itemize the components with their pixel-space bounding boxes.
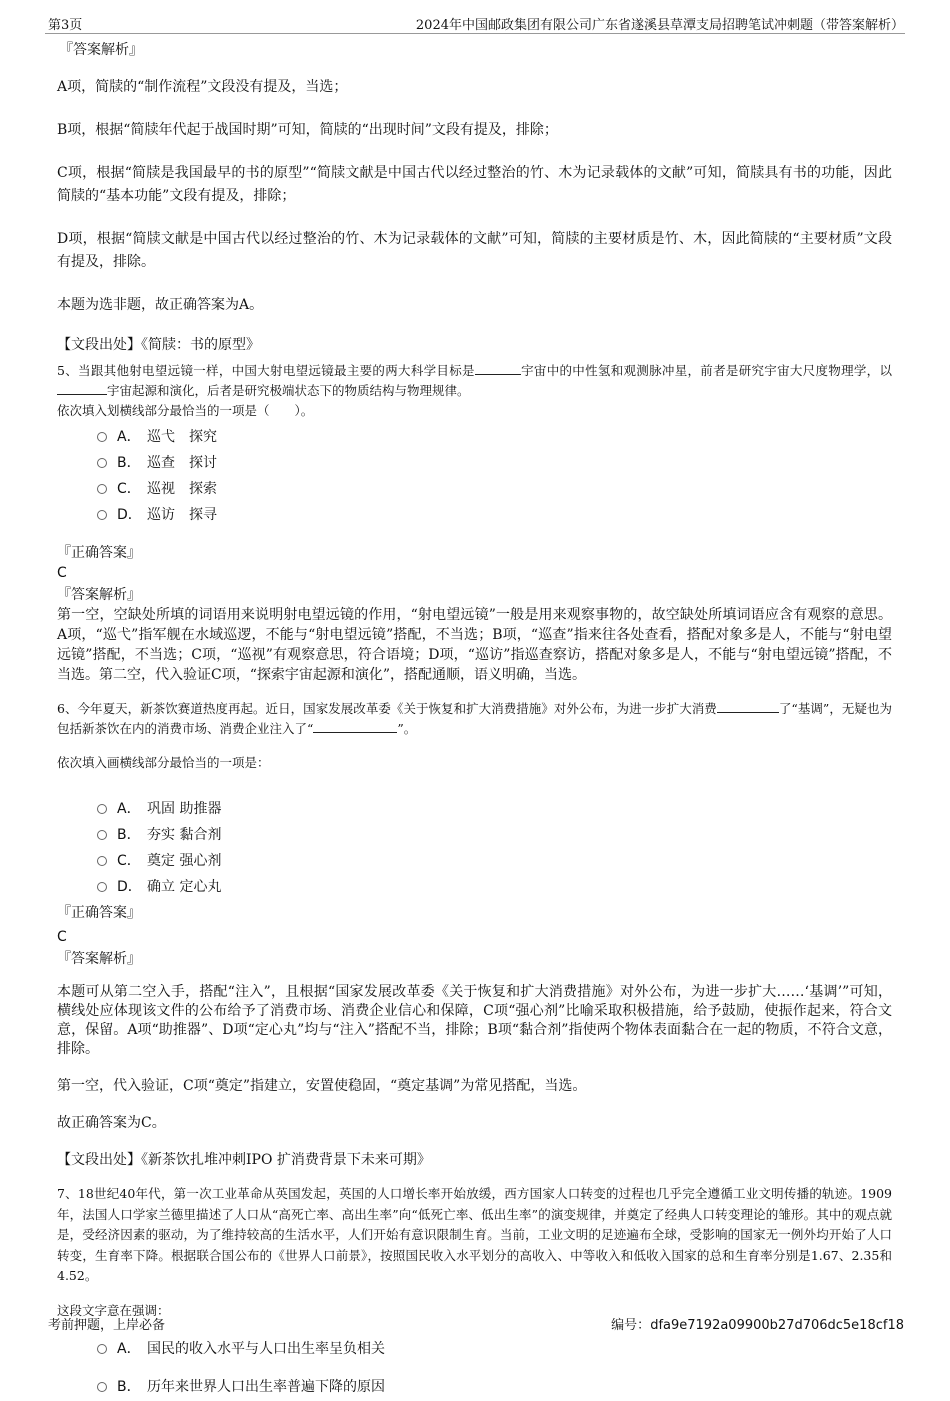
q4-analysis-label: 『答案解析』 [59, 42, 143, 58]
radio-icon[interactable] [97, 458, 107, 468]
q4-paragraph-b: B项，根据“简牍年代起于战国时期”可知，简牍的“出现时间”文段有提及，排除； [57, 122, 558, 138]
q6-options [97, 795, 892, 899]
radio-icon[interactable] [97, 830, 107, 840]
q4-paragraph-a: A项，简牍的“制作流程”文段没有提及，当选； [57, 79, 348, 95]
q6-option-c[interactable]: C． 奠定 强心剂 [97, 847, 892, 873]
q7-options [97, 1333, 892, 1401]
radio-icon[interactable] [97, 856, 107, 866]
q6-stem-part-3: ”。 [397, 721, 417, 736]
q6-prompt: 依次填入画横线部分最恰当的一项是： [57, 755, 270, 770]
q5-answer-label: 『正确答案』 [57, 545, 141, 561]
q4-paragraph-c: C项，根据“简牍是我国最早的书的原型”“简牍文献是中国古代以经过整治的竹、木为记录载体的文献”可知，简牍具有书的功能，因此简牍的“基本功能”文段有提及，排除； [57, 165, 892, 204]
page-footer [48, 1314, 904, 1332]
q7-option-b[interactable]: B． 历年来世界人口出生率普遍下降的原因 [97, 1371, 892, 1401]
document-body [57, 40, 892, 1401]
q6-stem [57, 699, 892, 739]
q5-options [97, 423, 892, 527]
q4-analysis [57, 40, 892, 357]
q5-answer: C [57, 565, 67, 581]
q7-stem: 7、18世纪40年代，第一次工业革命从英国发起，英国的人口增长率开始放缓，西方国家人口转变的过程也几乎完全遵循工业文明传播的轨迹。1909年，法国人口学家兰德里描述了人口从“高死亡率、高出生率”向“低死亡率、低出生率”的演变规律，并奠定了经典人口转变理论的雏形。其中的观点就是，受经济因素的驱动，为了维持较高的生活水平，人们开始有意识限制生育。当前，工业文明的足迹遍布全球，受影响的国家无一例外均开始了人口转变，生育率下降。根据联合国公布的《世界人口前景》，按照国民收入水平划分的高收入、中等收入和低收入国家的总和生育率分别是1.67、2.35和4.52。 [57, 1186, 892, 1283]
question-6 [57, 699, 892, 1172]
radio-icon[interactable] [97, 432, 107, 442]
q6-blank-1 [717, 700, 779, 713]
page-number: 第3页 [48, 18, 83, 33]
q6-option-a[interactable]: A． 巩固 助推器 [97, 795, 892, 821]
q6-source: 【文段出处】《新茶饮扎堆冲刺IPO 扩消费背景下未来可期》 [57, 1152, 431, 1168]
document-code [611, 1314, 904, 1333]
q5-stem-part-2: 宇宙中的中性氢和观测脉冲星，前者是研究宇宙大尺度物理学，以 [520, 363, 892, 378]
radio-icon[interactable] [97, 1382, 107, 1392]
page-header [48, 14, 904, 32]
q6-option-d[interactable]: D． 确立 定心丸 [97, 873, 892, 899]
footer-slogan: 考前押题，上岸必备 [48, 1318, 166, 1333]
radio-icon[interactable] [97, 1344, 107, 1354]
q5-prompt: 依次填入划横线部分最恰当的一项是（ ）。 [57, 403, 314, 418]
q5-analysis-label: 『答案解析』 [57, 587, 141, 603]
q6-option-b[interactable]: B． 夯实 黏合剂 [97, 821, 892, 847]
q5-option-b[interactable]: B． 巡查 探讨 [97, 449, 892, 475]
radio-icon[interactable] [97, 484, 107, 494]
q4-paragraph-d: D项，根据“简牍文献是中国古代以经过整治的竹、木为记录载体的文献”可知，简牍的主要材质是竹、木，因此简牍的“主要材质”文段有提及，排除。 [57, 231, 892, 270]
q6-blank-2 [313, 720, 397, 733]
q6-analysis-paragraph-2: 第一空，代入验证，C项“奠定”指建立，安置使稳固，“奠定基调”为常见搭配，当选。 [57, 1078, 587, 1094]
q6-answer-label: 『正确答案』 [57, 905, 141, 921]
q5-blank-2 [57, 382, 107, 395]
q6-stem-part-1: 6、今年夏天，新茶饮赛道热度再起。近日，国家发展改革委《关于恢复和扩大消费措施》对外公布，为进一步扩大消费 [57, 701, 717, 716]
question-5 [57, 361, 892, 685]
q6-answer: C [57, 929, 67, 945]
radio-icon[interactable] [97, 804, 107, 814]
q4-conclusion: 本题为选非题，故正确答案为A。 [57, 297, 264, 313]
q6-conclusion: 故正确答案为C。 [57, 1115, 166, 1131]
q5-option-c[interactable]: C． 巡视 探索 [97, 475, 892, 501]
radio-icon[interactable] [97, 510, 107, 520]
q5-option-d[interactable]: D． 巡访 探寻 [97, 501, 892, 527]
q7-option-a[interactable]: A． 国民的收入水平与人口出生率呈负相关 [97, 1333, 892, 1363]
q5-analysis: 第一空，空缺处所填的词语用来说明射电望远镜的作用，“射电望远镜”一般是用来观察事物的，故空缺处所填词语应含有观察的意思。A项，“巡弋”指军舰在水域巡逻，不能与“射电望远镜”搭配，不当选；B项，“巡查”指来往各处查看，搭配对象多是人，不能与“射电望远镜”搭配，不当选；C项，“巡视”有观察意思，符合语境；D项，“巡访”指巡查察访，搭配对象多是人，不能与“射电望远镜”搭配，不当选。第二空，代入验证C项，“探索宇宙起源和演化”，搭配通顺，语义明确，当选。 [57, 607, 892, 683]
question-7 [57, 1184, 892, 1401]
q5-stem-part-1: 5、当跟其他射电望远镜一样，中国大射电望远镜最主要的两大科学目标是 [57, 363, 475, 378]
q6-stem-part-2: 了“基调”，无疑也为包括新茶饮在内的消费市场、消费企业注入了“ [57, 701, 892, 736]
document-title: 2024年中国邮政集团有限公司广东省遂溪县草潭支局招聘笔试冲刺题（带答案解析） [415, 18, 904, 33]
q5-stem [57, 361, 892, 401]
q5-stem-part-3: 宇宙起源和演化，后者是研究极端状态下的物质结构与物理规律。 [107, 383, 470, 398]
q5-option-a[interactable]: A． 巡弋 探究 [97, 423, 892, 449]
document-code-label: 编号： [611, 1318, 651, 1333]
document-code-value: dfa9e7192a09900b27d706dc5e18cf18 [650, 1318, 904, 1333]
q6-analysis-paragraph-1: 本题可从第二空入手，搭配“注入”，且根据“国家发展改革委《关于恢复和扩大消费措施》对外公布，为进一步扩大……‘基调’”可知，横线处应体现该文件的公布给予了消费市场、消费企业信心和保障，C项“强心剂”比喻采取积极措施，给予鼓励，使振作起来，符合文意，保留。A项“助推器”、D项“定心丸”均与“注入”搭配不当，排除；B项“黏合剂”指使两个物体表面黏合在一起的物质，不符合文意，排除。 [57, 984, 892, 1057]
header-divider [45, 33, 905, 34]
q6-analysis-label: 『答案解析』 [57, 951, 141, 967]
q5-blank-1 [475, 362, 521, 375]
radio-icon[interactable] [97, 882, 107, 892]
q4-source: 【文段出处】《简牍：书的原型》 [57, 337, 260, 353]
q7-prompt: 这段文字意在强调： [57, 1302, 170, 1318]
